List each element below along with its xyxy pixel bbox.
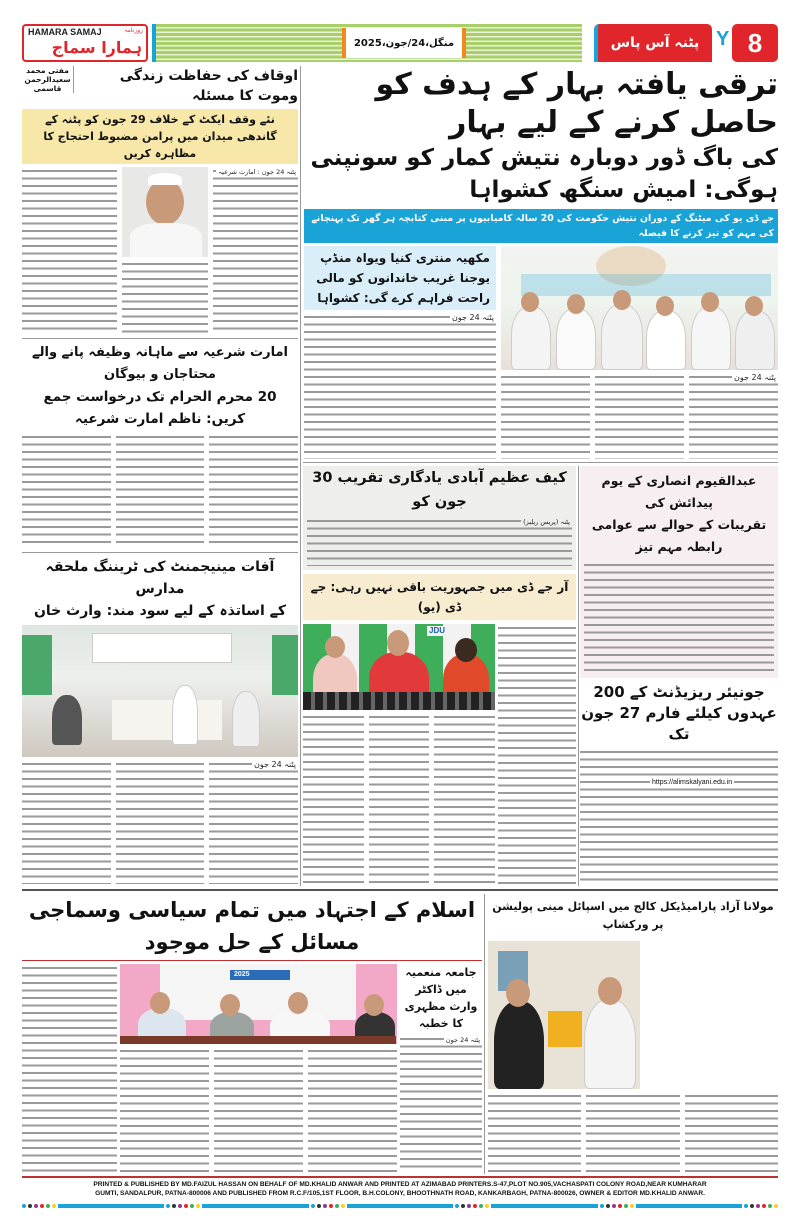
lead-body-col2 <box>595 373 684 459</box>
resident-headline: جونیئر ریزیڈنٹ کے 200 عہدوں کیلئے فارم 27 جون تک <box>581 683 777 743</box>
resident-url[interactable]: https://alimskalyani.edu.in <box>652 779 733 786</box>
rjd-body-3 <box>434 713 495 884</box>
ansari-body <box>584 561 774 674</box>
disaster-headline: آفات مینیجمنٹ کی ٹریننگ ملحقہ مدارس کے اساتذہ کے لیے سود مند: وارث خان <box>33 559 287 619</box>
color-bar-segment <box>58 1204 164 1208</box>
imarat-body-1 <box>22 433 111 548</box>
color-dot <box>341 1204 345 1208</box>
logo-urdu: ہمارا سماج <box>51 38 142 57</box>
lead-story <box>304 66 778 459</box>
ansari-headline: عبدالقیوم انصاری کے یوم پیدائش کی تقریبات کے حوالے سے عوامی رابطہ مہم تیز <box>591 473 767 554</box>
disaster-body-1 <box>22 760 111 884</box>
color-dot <box>624 1204 628 1208</box>
imarat-story <box>22 342 298 548</box>
color-dot <box>172 1204 176 1208</box>
color-dot <box>467 1204 471 1208</box>
author-box: مفتی محمد سعیدالرحمن قاسمی <box>22 66 74 93</box>
resident-story <box>580 682 778 884</box>
color-dot <box>46 1204 50 1208</box>
azad-body-2 <box>586 1092 679 1172</box>
logo-tag: روزنامہ <box>124 27 143 34</box>
color-dot <box>774 1204 778 1208</box>
islam-headline: اسلام کے اجتہاد میں تمام سیاسی وسماجی مسائل کے حل موجود <box>22 894 482 961</box>
lead-strap: جے ڈی یو کی میٹنگ کے دوران نتیش حکومت کی 20 سالہ کامیابیوں پر مبنی کتابچہ ہر گھر تک پہنچانے کی مہم کو تیز کرنے کا فیصلہ <box>304 209 778 243</box>
color-bar-segment <box>491 1204 597 1208</box>
waqf-body-right: پٹنہ 24 جون : امارت شرعیہ <box>213 167 298 334</box>
azad-body-3 <box>685 1092 778 1172</box>
lead-headline: ترقی یافتہ بہار کے ہدف کو حاصل کرنے کے لیے بہار کی باگ ڈور دوبارہ نتیش کمار کو سونپنی ہوگی: امیش سنگھ کشواہا <box>310 67 778 203</box>
color-dot <box>461 1204 465 1208</box>
color-bar-segment <box>636 1204 742 1208</box>
azad-story <box>488 894 778 1172</box>
disaster-story <box>22 556 298 884</box>
color-dot <box>34 1204 38 1208</box>
waqf-body-mid <box>122 260 208 334</box>
color-dot <box>311 1204 315 1208</box>
imarat-headline: امارت شرعیہ سے ماہانہ وظیفہ پانے والے محتاجان و بیوگان 20 محرم الحرام تک درخواست جمع کریں: ناظم امارت شرعیہ <box>32 345 288 427</box>
color-bar-segment <box>202 1204 308 1208</box>
workshop-photo-left <box>488 941 640 1089</box>
ansari-story <box>580 466 778 678</box>
imarat-body-3 <box>209 433 298 548</box>
imarat-body-2 <box>116 433 205 548</box>
color-dot <box>40 1204 44 1208</box>
jamia-photo: 2025 <box>120 964 397 1044</box>
logo <box>22 24 148 62</box>
color-dot <box>190 1204 194 1208</box>
color-dot <box>618 1204 622 1208</box>
azad-body-1 <box>488 1092 581 1172</box>
islam-body-3 <box>308 1047 397 1172</box>
color-dot <box>606 1204 610 1208</box>
kaif-body: پٹنہ (پریس ریلیز) <box>307 517 572 566</box>
color-dot <box>22 1204 26 1208</box>
color-dot <box>600 1204 604 1208</box>
color-dot <box>612 1204 616 1208</box>
waqf-body-left <box>22 167 117 334</box>
date-box <box>342 28 466 58</box>
resident-body <box>580 748 778 884</box>
color-dot <box>750 1204 754 1208</box>
lead-sidebar-body: پٹنہ 24 جون <box>304 313 496 459</box>
islam-body-2 <box>214 1047 303 1172</box>
color-dot <box>744 1204 748 1208</box>
rjd-body-right <box>498 624 576 884</box>
color-dot <box>455 1204 459 1208</box>
color-dot <box>178 1204 182 1208</box>
rjd-body-2 <box>369 713 430 884</box>
ornament-icon: Y <box>716 28 730 50</box>
disaster-body-2 <box>116 760 205 884</box>
lead-sidebar-headline: مکھیہ منتری کنیا ویواہ منڈپ یوجنا غریب خاندانوں کو مالی راحت فراہم کرے گی: کشواہا <box>304 246 496 310</box>
color-dot <box>184 1204 188 1208</box>
color-bar-segment <box>347 1204 453 1208</box>
logo-english: HAMARA SAMAJ <box>28 27 102 37</box>
islam-body-left <box>22 964 117 1172</box>
islam-sub-headline: جامعہ منعمیہ میں ڈاکٹر وارث مظہری کا خطبہ <box>404 966 478 1030</box>
color-dot <box>166 1204 170 1208</box>
color-dot <box>473 1204 477 1208</box>
rjd-headline: آر جے ڈی میں جمہوریت باقی نہیں رہی: جے ڈی (یو) <box>303 574 576 620</box>
page-number: 8 <box>732 24 778 62</box>
color-dot <box>768 1204 772 1208</box>
color-dot <box>630 1204 634 1208</box>
color-dot <box>196 1204 200 1208</box>
author-photo <box>122 167 208 257</box>
color-dot <box>317 1204 321 1208</box>
color-dot <box>52 1204 56 1208</box>
section-label: پٹنہ آس پاس <box>594 24 712 62</box>
islam-story <box>22 894 482 1172</box>
color-dot-bar <box>22 1203 778 1208</box>
color-dot <box>485 1204 489 1208</box>
imprint: PRINTED & PUBLISHED BY MD.FAIZUL HASSAN ON BEHALF OF MD.KHALID ANWAR AND PRINTED AT AZIMABAD PRINTERS.S-47,PLOT NO.905,VACHASPATI COLONY ROAD,NEAR KUMHARAR GUMTI, SANDALPUR, PATNA-800006 AND PUBLISHED FROM R.C.F/105,1ST FLOOR, B.H.COLONY, BHOOTHNATH ROAD, KANKARBAGH, PATNA-800026, OWNER & EDITOR MD.KHALID ANWAR. <box>93 1181 707 1197</box>
waqf-subhead: نئے وقف ایکٹ کے خلاف 29 جون کو پٹنہ کے گاندھی میدان میں پرامن مضبوط احتجاج کا مظاہرہ کریں <box>22 109 298 164</box>
color-dot <box>28 1204 32 1208</box>
rjd-story <box>303 574 576 884</box>
issue-date: منگل،24/جون،2025 <box>353 37 455 49</box>
jdu-meeting-photo <box>501 246 778 370</box>
kaif-story <box>303 466 576 570</box>
color-dot <box>335 1204 339 1208</box>
disaster-body-3: پٹنہ 24 جون <box>209 760 298 884</box>
azad-headline: مولانا آزاد پارامیڈیکل کالج میں اسپائل مینی پولیشن پر ورکشاپ <box>492 900 774 931</box>
rjd-body-1 <box>303 713 364 884</box>
color-dot <box>323 1204 327 1208</box>
kaif-headline: کیف عظیم آبادی یادگاری تقریب 30 جون کو <box>312 470 567 510</box>
training-photo <box>22 625 298 757</box>
color-dot <box>762 1204 766 1208</box>
color-dot <box>479 1204 483 1208</box>
waqf-story <box>22 66 298 334</box>
jdu-press-photo: JDU <box>303 624 495 710</box>
islam-body-1 <box>120 1047 209 1172</box>
masthead <box>22 24 778 62</box>
waqf-headline: اوقاف کی حفاظت زندگی وموت کا مسئلہ <box>119 68 298 104</box>
lead-body-col3: پٹنہ 24 جون <box>689 373 778 459</box>
color-dot <box>329 1204 333 1208</box>
color-dot <box>756 1204 760 1208</box>
lead-body-col1 <box>501 373 590 459</box>
islam-sub-body: پٹنہ 24 جون <box>400 1035 482 1172</box>
